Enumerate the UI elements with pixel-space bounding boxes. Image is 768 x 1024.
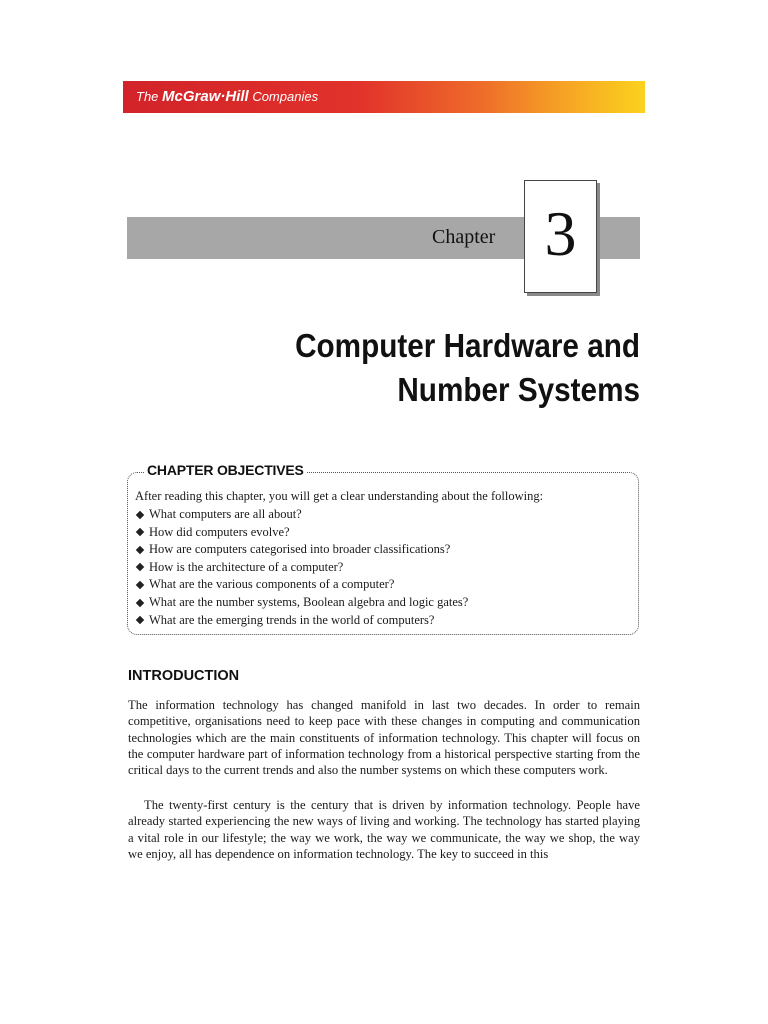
publisher-banner [123,81,645,113]
list-item: What are the various components of a computer? [135,576,468,594]
objectives-heading: CHAPTER OBJECTIVES [144,462,307,478]
list-item: What are the number systems, Boolean algebra and logic gates? [135,594,468,612]
diamond-bullet-icon [136,510,144,518]
diamond-bullet-icon [136,528,144,536]
diamond-bullet-icon [136,598,144,606]
introduction-paragraph-1: The information technology has changed manifold in last two decades. In order to remain competitive, organisations need to keep pace with these changes in computing and communication technologies which are the main constituents of information technology. This chapter will focus on the computer hardware part of information technology from a historical perspective starting from the critical days to the current trends and also the number systems on which these computers work. [128,698,640,778]
objectives-list [135,506,468,629]
chapter-title-line2: Number Systems [397,371,640,408]
objectives-intro: After reading this chapter, you will get a clear understanding about the following: [135,489,544,503]
list-item: What computers are all about? [135,506,468,524]
chapter-objectives-box [127,462,639,635]
chapter-number: 3 [544,197,577,269]
chapter-number-box [524,180,597,293]
introduction-paragraph-2: The twenty-first century is the century that is driven by information technology. People have already started experiencing the new ways of living and working. The technology has started playing a vital role in our lifestyle; the way we work, the way we communicate, the way we shop, the way we enjoy, all has dependence on information technology. The key to succeed in this [128,798,640,861]
list-item: How are computers categorised into broader classifications? [135,541,468,559]
chapter-title [262,324,640,412]
diamond-bullet-icon [136,563,144,571]
diamond-bullet-icon [136,581,144,589]
list-item: How is the architecture of a computer? [135,559,468,577]
chapter-label: Chapter [432,226,496,248]
list-item: How did computers evolve? [135,524,468,542]
introduction-heading: INTRODUCTION [128,668,240,684]
publisher-logo: The McGraw·Hill Companies [136,88,319,105]
chapter-title-line1: Computer Hardware and [295,327,640,364]
diamond-bullet-icon [136,616,144,624]
diamond-bullet-icon [136,546,144,554]
list-item: What are the emerging trends in the world of computers? [135,612,468,630]
